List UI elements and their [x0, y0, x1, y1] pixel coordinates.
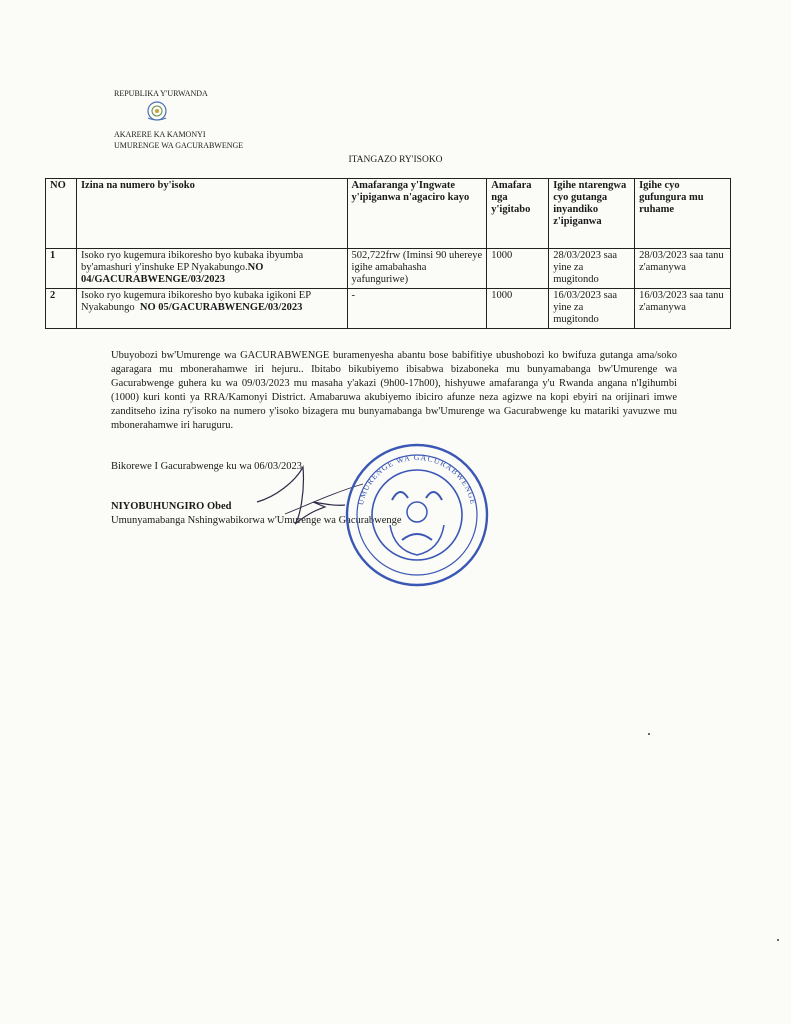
national-emblem-icon — [145, 100, 169, 122]
document-title: ITANGAZO RY'ISOKO — [348, 155, 443, 165]
row-guarantee: - — [347, 289, 487, 329]
header-opening: Igihe cyo gufungura mu ruhame — [635, 179, 731, 249]
tender-table — [45, 178, 731, 329]
row-deadline: 16/03/2023 saa yine za mugitondo — [549, 289, 635, 329]
announcement-paragraph: Ubuyobozi bw'Umurenge wa GACURABWENGE buramenyesha abantu bose babifitiye ubushobozi ko bwifuza gutanga ama/soko agaragara mu mbonerahamwe iri hejuru.. Ibitabo bikubiyemo ibisabwa bizaboneka mu bunyamabanga bw'Umurenge wa Gacurabwenge guhera ku wa 09/03/2023 mu masaha y'akazi (9h00-17h00), hishyuwe amafaranga y'u Rwanda angana n'Igihumbi (1000) kuri konti ya RRA/Kamonyi District. Amabaruwa akubiyemo ibiciro afunze neza agizwe na kopi ebyiri na orijinari imwe zanditseho izina ry'isoko na numero y'isoko bizagera mu bunyamabanga bw'Umurenge wa Gacurabwenge ku matariki yavuzwe mu mbonerahamwe iri haruguru. — [111, 350, 677, 431]
place-date: Bikorewe I Gacurabwenge ku wa 06/03/2023 — [111, 461, 302, 472]
header-no: NO — [46, 179, 77, 249]
row-book-fee: 1000 — [487, 249, 549, 289]
row-opening: 28/03/2023 saa tanu z'amanywa — [635, 249, 731, 289]
header-book-fee: Amafara nga y'igitabo — [487, 179, 549, 249]
table-header-row — [46, 179, 731, 249]
scan-speck — [777, 939, 779, 941]
row-no: 1 — [46, 249, 77, 289]
tender-name: Isoko ryo kugemura ibikoresho byo kubaka igikoni EP Nyakabungo — [80, 290, 311, 313]
tender-name: Isoko ryo kugemura ibikoresho byo kubaka ibyumba by'amashuri y'inshuke EP Nyakabungo. — [80, 250, 304, 273]
signer-name: NIYOBUHUNGIRO Obed — [111, 501, 232, 512]
header-name: Izina na numero by'isoko — [76, 179, 347, 249]
header-guarantee: Amafaranga y'Ingwate y'ipiganwa n'agaciro kayo — [347, 179, 487, 249]
emblem-space — [114, 99, 243, 129]
scan-speck — [648, 733, 650, 735]
table-row — [46, 289, 731, 329]
tender-ref: NO 04/GACURABWENGE/03/2023 — [80, 262, 264, 285]
sector-name: UMURENGE WA GACURABWENGE — [114, 141, 244, 150]
row-guarantee: 502,722frw (Iminsi 90 uhereye igihe amabahasha yafunguriwe) — [347, 249, 487, 289]
header-deadline: Igihe ntarengwa cyo gutanga inyandiko z'ipiganwa — [549, 179, 635, 249]
tender-ref: NO 05/GACURABWENGE/03/2023 — [139, 302, 303, 313]
row-name — [76, 289, 347, 329]
signer-title: Umunyamabanga Nshingwabikorwa w'Umurenge wa Gacurabwenge — [111, 515, 402, 526]
letterhead — [114, 88, 243, 151]
stamp-ring-text: UMURENGE WA GACURABWENGE — [355, 452, 479, 506]
district-name: AKARERE KA KAMONYI — [114, 130, 206, 139]
table-row — [46, 249, 731, 289]
row-name — [76, 249, 347, 289]
row-deadline: 28/03/2023 saa yine za mugitondo — [549, 249, 635, 289]
row-opening: 16/03/2023 saa tanu z'amanywa — [635, 289, 731, 329]
row-book-fee: 1000 — [487, 289, 549, 329]
official-stamp — [342, 440, 492, 590]
republic-name: REPUBLIKA Y'URWANDA — [114, 89, 208, 98]
row-no: 2 — [46, 289, 77, 329]
